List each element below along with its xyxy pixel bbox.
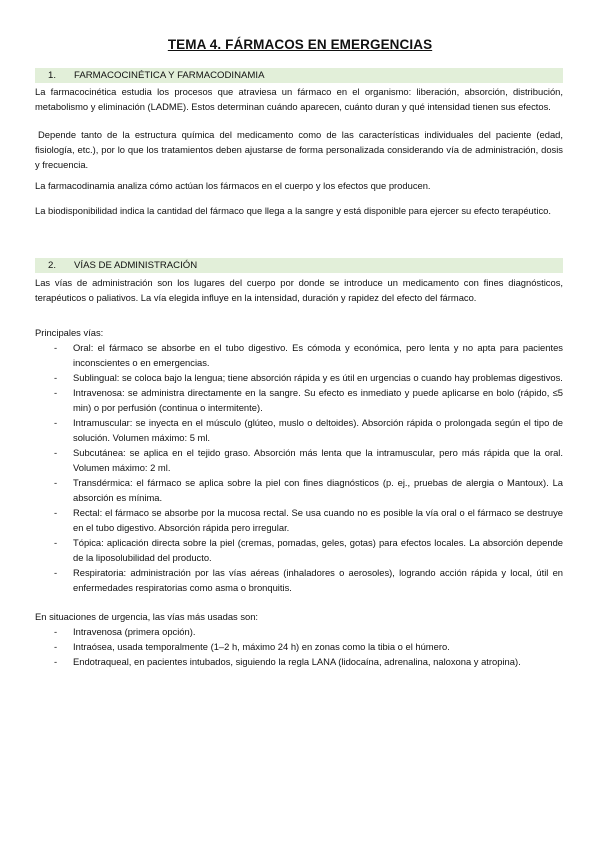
route-intravenosa: Intravenosa: se administra directamente en la sangre. Su efecto es inmediato y puede aplicarse en bolo (rápido, ≤5 min) o por perfusión (continua o intermitente). xyxy=(73,387,563,413)
route-transdermica: Transdérmica: el fármaco se aplica sobre la piel con fines diagnósticos (p. ej., pruebas de alergia o Mantoux). La absorción es mínima. xyxy=(73,477,563,503)
bullet-dash: - xyxy=(54,626,58,637)
section-1-number: 1. xyxy=(48,70,57,81)
bullet-dash: - xyxy=(54,447,58,458)
route-rectal: Rectal: el fármaco se absorbe por la mucosa rectal. Se usa cuando no es posible la vía oral o el fármaco se destruye en el tubo digestivo. Absorción rápida pero irregular. xyxy=(73,507,563,533)
list-item xyxy=(35,475,563,505)
urgency-route-intravenosa: Intravenosa (primera opción). xyxy=(73,626,196,637)
list-item xyxy=(35,654,563,669)
biodisponibilidad-paragraph: La biodisponibilidad indica la cantidad del fármaco que llega a la sangre y está disponible para ejercer su efecto terapéutico. xyxy=(35,205,551,216)
bullet-dash: - xyxy=(54,507,58,518)
list-item xyxy=(35,445,563,475)
urgency-label: En situaciones de urgencia, las vías más usadas son: xyxy=(35,611,259,622)
section-1-heading xyxy=(35,68,563,83)
principales-vias-label: Principales vías: xyxy=(35,327,104,338)
bullet-dash: - xyxy=(54,372,58,383)
list-item xyxy=(35,639,563,654)
bullet-dash: - xyxy=(54,537,58,548)
list-item xyxy=(35,415,563,445)
urgency-routes-list xyxy=(35,624,563,669)
bullet-dash: - xyxy=(54,477,58,488)
route-subcutanea: Subcutánea: se aplica en el tejido graso. Absorción más lenta que la intramuscular, pero más rápida que la oral. Volumen máximo: 2 ml. xyxy=(73,447,563,473)
route-intramuscular: Intramuscular: se inyecta en el músculo (glúteo, muslo o deltoides). Absorción rápida o prolongada según el tipo de solución. Volumen máximo: 5 ml. xyxy=(73,417,563,443)
farmacocinetica-paragraph: La farmacocinética estudia los procesos que atraviesa un fármaco en el organismo: liberación, absorción, distribución, metabolismo y eliminación (LADME). Estos determinan cuándo aparecen, cuánto duran y qué intensidad tienen sus efectos. xyxy=(35,86,563,112)
list-item xyxy=(35,505,563,535)
bullet-dash: - xyxy=(54,656,58,667)
urgency-route-intraosea: Intraósea, usada temporalmente (1–2 h, máximo 24 h) en zonas como la tibia o el húmero. xyxy=(73,641,450,652)
bullet-dash: - xyxy=(54,567,58,578)
section-2-title: VÍAS DE ADMINISTRACIÓN xyxy=(74,260,198,271)
bullet-dash: - xyxy=(54,342,58,353)
list-item xyxy=(35,340,563,370)
route-respiratoria: Respiratoria: administración por las vías aéreas (inhaladores o aerosoles), logrando acción rápida y local, útil en enfermedades respiratorias como asma o bronquitis. xyxy=(73,567,563,593)
list-item xyxy=(35,535,563,565)
route-topica: Tópica: aplicación directa sobre la piel (cremas, pomadas, geles, gotas) para efectos locales. La absorción depende de la liposolubilidad del producto. xyxy=(73,537,563,563)
page-title: TEMA 4. FÁRMACOS EN EMERGENCIAS xyxy=(167,37,433,52)
list-item xyxy=(35,624,563,639)
farmacodinamia-paragraph: La farmacodinamia analiza cómo actúan los fármacos en el cuerpo y los efectos que producen. xyxy=(35,180,431,191)
list-item xyxy=(35,565,563,595)
dependencia-paragraph: Depende tanto de la estructura química del medicamento como de las características individuales del paciente (edad, fisiología, etc.), por lo que los tratamientos deben ajustarse de forma personalizada considerando vía de administración, dosis y frecuencia. xyxy=(35,129,563,170)
section-2-number: 2. xyxy=(48,260,57,271)
bullet-dash: - xyxy=(54,641,58,652)
list-item xyxy=(35,385,563,415)
vias-intro-paragraph: Las vías de administración son los lugares del cuerpo por donde se introduce un medicamento con fines diagnósticos, terapéuticos o paliativos. La vía elegida influye en la intensidad, duración y rapidez del efecto del fármaco. xyxy=(35,277,563,303)
section-2-heading xyxy=(35,258,563,273)
urgency-route-endotraqueal: Endotraqueal, en pacientes intubados, siguiendo la regla LANA (lidocaína, adrenalina, naloxona y atropina). xyxy=(73,656,521,667)
route-oral: Oral: el fármaco se absorbe en el tubo digestivo. Es cómoda y económica, pero lenta y no apta para pacientes inconscientes o en emergencias. xyxy=(73,342,563,368)
list-item xyxy=(35,370,563,385)
routes-list xyxy=(35,340,563,595)
bullet-dash: - xyxy=(54,387,58,398)
bullet-dash: - xyxy=(54,417,58,428)
route-sublingual: Sublingual: se coloca bajo la lengua; tiene absorción rápida y es útil en urgencias o cuando hay problemas digestivos. xyxy=(73,372,563,383)
section-1-title: FARMACOCINÉTICA Y FARMACODINAMIA xyxy=(74,70,265,81)
